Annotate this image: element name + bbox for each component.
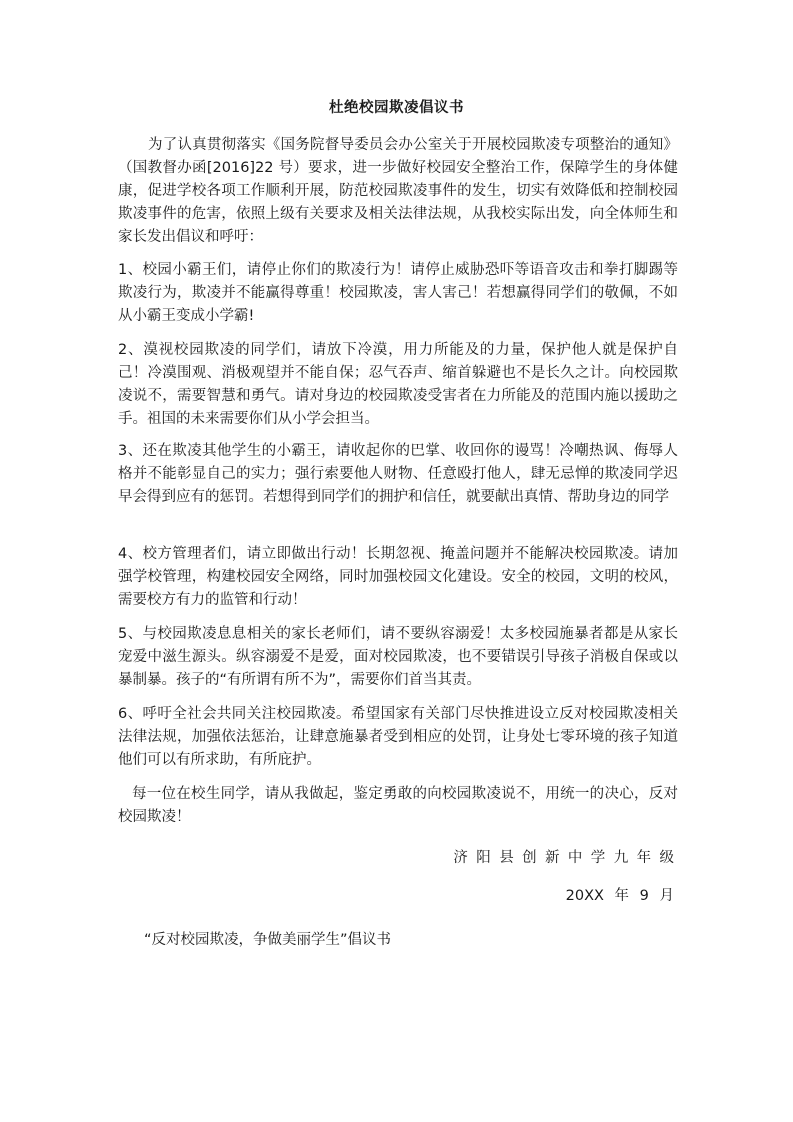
document-title: 杜绝校园欺凌倡议书	[329, 100, 464, 116]
appeal-item-2: 2、漠视校园欺凌的同学们，请放下冷漠，用力所能及的力量，保护他人就是保护自己！冷漠围观、消极观望并不能自保；忍气吞声、缩首躲避也不是长久之计。向校园欺凌说不，需要智慧和勇气。请对身边的校园欺凌受害者在力所能及的范围内施以援助之手。祖国的未来需要你们从小学会担当。	[118, 342, 678, 427]
signature-organization: 济阳县创新中学九年级	[453, 850, 683, 866]
signature-date: 20XX 年 9 月	[565, 888, 674, 904]
appeal-item-5: 5、与校园欺凌息息相关的家长老师们，请不要纵容溺爱！太多校园施暴者都是从家长宠爱中滋生源头。纵容溺爱不是爱，面对校园欺凌，也不要错误引导孩子消极自保或以暴制暴。孩子的“有所谓有所不为”，需要你们首当其责。	[118, 626, 678, 688]
appeal-item-3: 3、还在欺凌其他学生的小霸王，请收起你的巴掌、收回你的谩骂！冷嘲热讽、侮辱人格并不能彰显自己的实力；强行索要他人财物、任意殴打他人，肆无忌惮的欺凌同学迟早会得到应有的惩罚。若想得到同学们的拥护和信任，就要献出真情、帮助身边的同学	[118, 443, 678, 505]
appeal-item-1: 1、校园小霸王们，请停止你们的欺凌行为！请停止威胁恐吓等语音攻击和拳打脚踢等欺凌行为，欺凌并不能赢得尊重！校园欺凌，害人害己！若想赢得同学们的敬佩，不如从小霸王变成小学霸!	[118, 262, 678, 324]
appeal-item-4: 4、校方管理者们，请立即做出行动！长期忽视、掩盖问题并不能解决校园欺凌。请加强学校管理，构建校园安全网络，同时加强校园文化建设。安全的校园，文明的校风，需要校方有力的监管和行动！	[118, 546, 678, 608]
appeal-item-6: 6、呼吁全社会共同关注校园欺凌。希望国家有关部门尽快推进设立反对校园欺凌相关法律法规，加强依法惩治，让肆意施暴者受到相应的处罚，让身处七零环境的孩子知道他们可以有所求助，有所庇护。	[118, 706, 678, 768]
closing-paragraph: 每一位在校生同学，请从我做起，鉴定勇敢的向校园欺凌说不，用统一的决心，反对校园欺凌！	[118, 786, 678, 825]
footer-caption: “反对校园欺凌，争做美丽学生”倡议书	[144, 932, 392, 948]
intro-paragraph: 为了认真贯彻落实《国务院督导委员会办公室关于开展校园欺凌专项整治的通知》（国教督办函[2016]22 号）要求，进一步做好校园安全整治工作，保障学生的身体健康，促进学校各项工作顺利开展，防范校园欺凌事件的发生，切实有效降低和控制校园欺凌事件的危害，依照上级有关要求及相关法律法规，从我校实际出发，向全体师生和家长发出倡议和呼吁：	[118, 137, 678, 245]
